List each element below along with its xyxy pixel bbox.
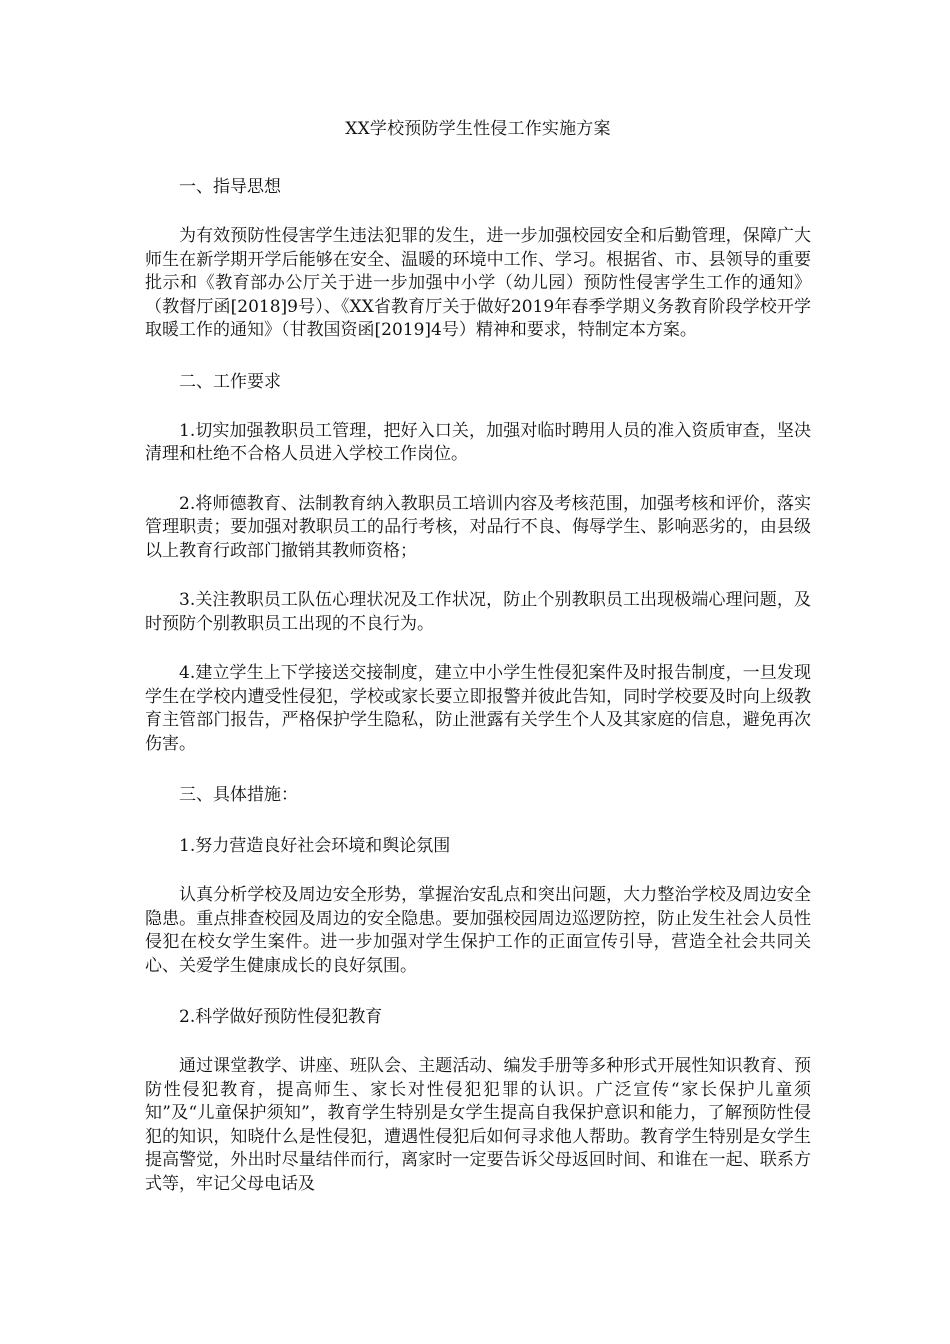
section-heading-specific-measures: 三、具体措施： xyxy=(179,785,298,805)
requirement-item-4: 4.建立学生上下学接送交接制度，建立中小学生性侵犯案件及时报告制度，一旦发现学生在学校内遭受性侵犯，学校或家长要立即报警并彼此告知，同时学校要及时向上级教育主管部门报告，严格保护学生隐私，防止泄露有关学生个人及其家庭的信息，避免再次伤害。 xyxy=(145,663,811,754)
requirement-item-3: 3.关注教职员工队伍心理状况及工作状况，防止个别教职员工出现极端心理问题，及时预防个别教职员工出现的不良行为。 xyxy=(145,590,811,634)
measure-heading-2: 2.科学做好预防性侵犯教育 xyxy=(179,1007,383,1027)
measure-paragraph-1: 认真分析学校及周边安全形势，掌握治安乱点和突出问题，大力整治学校及周边安全隐患。重点排查校园及周边的安全隐患。要加强校园周边巡逻防控，防止发生社会人员性侵犯在校女学生案件。进一步加强对学生保护工作的正面宣传引导，营造全社会共同关心、关爱学生健康成长的良好氛围。 xyxy=(145,885,811,976)
paragraph-guiding-ideology: 为有效预防性侵害学生违法犯罪的发生，进一步加强校园安全和后勤管理，保障广大师生在新学期开学后能够在安全、温暖的环境中工作、学习。根据省、市、县领导的重要批示和《教育部办公厅关于进一步加强中小学（幼儿园）预防性侵害学生工作的通知》（教督厅函[2018]9号）、《XX省教育厅关于做好2019年春季学期义务教育阶段学校开学取暖工作的通知》（甘教国资函[2019]4号）精神和要求，特制定本方案。 xyxy=(145,226,811,340)
measure-paragraph-2: 通过课堂教学、讲座、班队会、主题活动、编发手册等多种形式开展性知识教育、预防性侵犯教育，提高师生、家长对性侵犯犯罪的认识。广泛宣传“家长保护儿童须知”及“儿童保护须知”，教育学生特别是女学生提高自我保护意识和能力，了解预防性侵犯的知识，知晓什么是性侵犯，遭遇性侵犯后如何寻求他人帮助。教育学生特别是女学生提高警觉，外出时尽量结伴而行，离家时一定要告诉父母返回时间、和谁在一起、联系方式等，牢记父母电话及 xyxy=(145,1056,811,1194)
document-page xyxy=(145,116,811,1222)
section-heading-work-requirements: 二、工作要求 xyxy=(179,371,281,392)
document-title: XX学校预防学生性侵工作实施方案 xyxy=(345,119,611,139)
requirement-item-1: 1.切实加强教职员工管理，把好入口关，加强对临时聘用人员的准入资质审查，坚决清理和杜绝不合格人员进入学校工作岗位。 xyxy=(145,420,811,464)
requirement-item-2: 2.将师德教育、法制教育纳入教职员工培训内容及考核范围，加强考核和评价，落实管理职责；要加强对教职员工的品行考核，对品行不良、侮辱学生、影响恶劣的，由县级以上教育行政部门撤销其教师资格； xyxy=(145,493,811,561)
section-heading-guiding-ideology: 一、指导思想 xyxy=(179,177,281,197)
measure-heading-1: 1.努力营造良好社会环境和舆论氛围 xyxy=(179,836,451,856)
